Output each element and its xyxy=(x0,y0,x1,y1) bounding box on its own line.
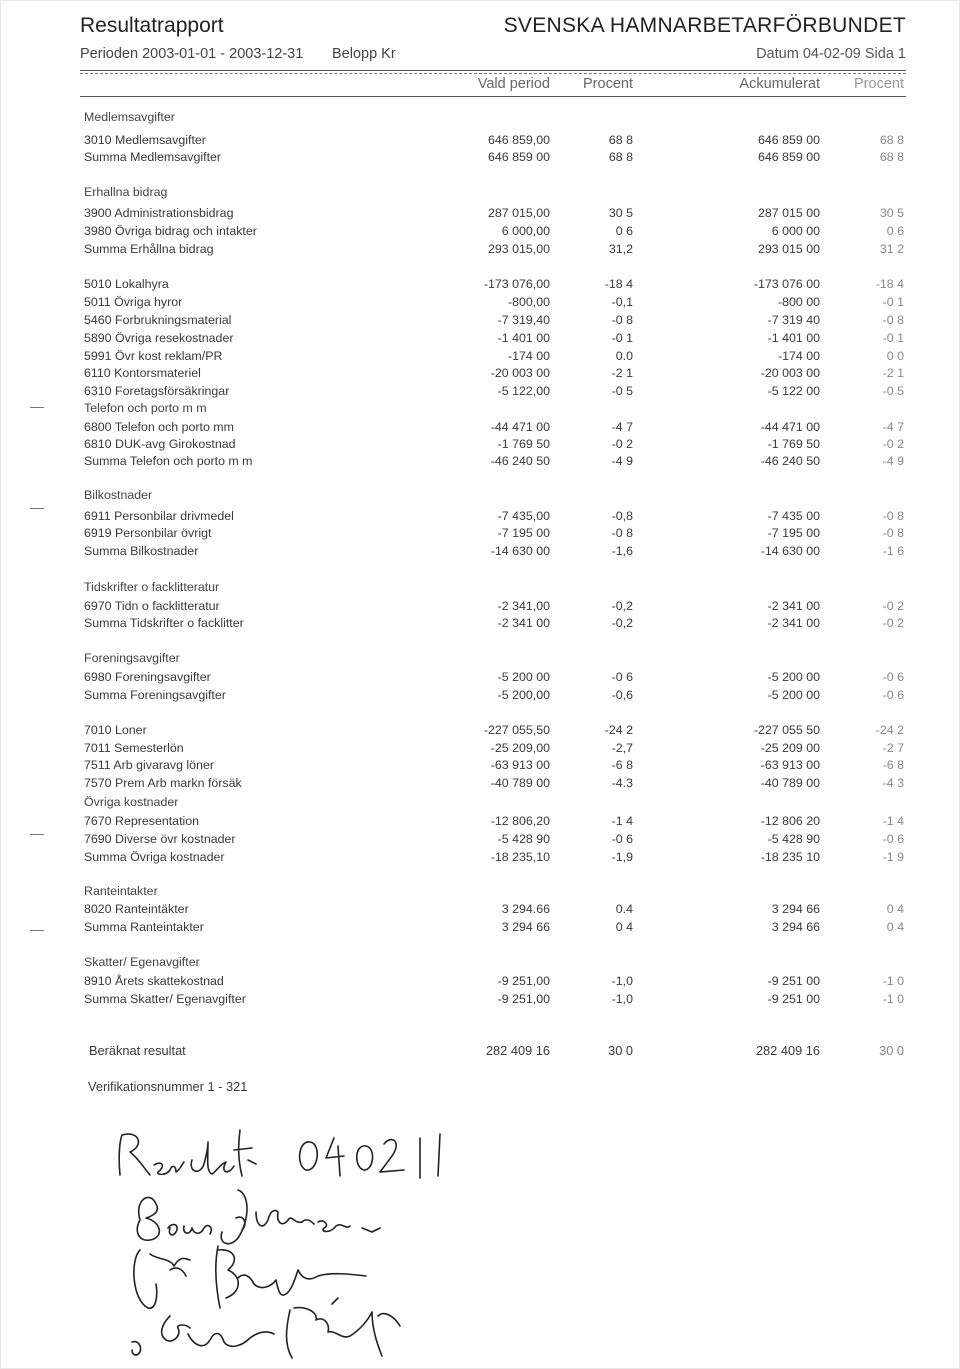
table-row: 5460 Forbrukningsmaterial -7 319,40 -0 8 -7 319 40 -0 8 xyxy=(84,313,904,327)
table-row: 3980 Övriga bidrag och intakter 6 000,00 0 6 6 000 00 0 6 xyxy=(84,224,904,238)
section-heading: Skatter/ Egenavgifter xyxy=(84,955,200,969)
table-row-total: Summa Bilkostnader -14 630 00 -1,6 -14 630 00 -1 6 xyxy=(84,544,904,558)
col-head-percent: Procent xyxy=(583,76,633,92)
table-row: 6810 DUK-avg Girokostnad -1 769 50 -0 2 -1 769 50 -0 2 xyxy=(84,437,904,451)
column-rule xyxy=(80,96,906,97)
table-row: 8020 Ranteintäkter 3 294.66 0.4 3 294 66 0 4 xyxy=(84,902,904,916)
table-row: 7011 Semesterlön -25 209,00 -2,7 -25 209 00 -2 7 xyxy=(84,741,904,755)
table-row: 7690 Diverse övr kostnader -5 428 90 -0 6 -5 428 90 -0 6 xyxy=(84,832,904,846)
organization-name: SVENSKA HAMNARBETARFÖRBUNDET xyxy=(503,14,906,37)
section-heading: Telefon och porto m m xyxy=(84,401,207,415)
currency-label: Belopp Kr xyxy=(332,46,396,62)
table-row-total: Summa Övriga kostnader -18 235,10 -1,9 -18 235 10 -1 9 xyxy=(84,850,904,864)
table-row: 6310 Foretagsförsäkringar -5 122,00 -0 5 -5 122 00 -0 5 xyxy=(84,384,904,398)
table-row-total: Summa Erhållna bidrag 293 015,00 31,2 293 015 00 31 2 xyxy=(84,242,904,256)
table-row: 5890 Övriga resekostnader -1 401 00 -0 1 -1 401 00 -0 1 xyxy=(84,331,904,345)
table-row: 6110 Kontorsmateriel -20 003 00 -2 1 -20 003 00 -2 1 xyxy=(84,366,904,380)
margin-mark xyxy=(30,508,44,509)
header-rule xyxy=(80,70,906,71)
section-heading: Övriga kostnader xyxy=(84,795,179,809)
table-row: 7570 Prem Arb markn försäk -40 789 00 -4.3 -40 789 00 -4 3 xyxy=(84,776,904,790)
table-row: 3900 Administrationsbidrag 287 015,00 30 5 287 015 00 30 5 xyxy=(84,206,904,220)
section-heading: Erhallna bidrag xyxy=(84,185,168,199)
result-row: Beräknat resultat 282 409 16 30 0 282 409 16 30 0 xyxy=(89,1043,904,1058)
margin-mark xyxy=(30,407,44,408)
date-and-page: Datum 04-02-09 Sida 1 xyxy=(756,46,906,62)
handwritten-signatures xyxy=(110,1120,470,1360)
margin-mark xyxy=(30,930,44,931)
table-row-total: Summa Medlemsavgifter 646 859 00 68 8 646 859 00 68 8 xyxy=(84,150,904,164)
table-row: 6919 Personbilar övrigt -7 195 00 -0 8 -7 195 00 -0 8 xyxy=(84,526,904,540)
section-heading: Foreningsavgifter xyxy=(84,651,180,665)
table-row: 5011 Övriga hyror -800,00 -0,1 -800 00 -0 1 xyxy=(84,295,904,309)
table-row: 3010 Medlemsavgifter 646 859,00 68 8 646 859 00 68 8 xyxy=(84,133,904,147)
col-head-percent-acc: Procent xyxy=(854,76,904,92)
table-row: 6970 Tidn o facklitteratur -2 341,00 -0,2 -2 341 00 -0 2 xyxy=(84,599,904,613)
report-title: Resultatrapport xyxy=(80,14,224,37)
header-rule-dotted xyxy=(80,73,906,74)
table-row-total: Summa Ranteintakter 3 294 66 0 4 3 294 66 0 4 xyxy=(84,920,904,934)
table-row-total: Summa Skatter/ Egenavgifter -9 251,00 -1,0 -9 251 00 -1 0 xyxy=(84,992,904,1006)
table-row: 7511 Arb givaravg löner -63 913 00 -6 8 -63 913 00 -6 8 xyxy=(84,758,904,772)
margin-mark xyxy=(30,834,44,835)
table-row: 7010 Loner -227 055,50 -24 2 -227 055 50 -24 2 xyxy=(84,723,904,737)
section-heading: Ranteintakter xyxy=(84,884,158,898)
section-heading: Medlemsavgifter xyxy=(84,110,175,124)
col-head-period: Vald period xyxy=(477,76,550,92)
table-row: 6911 Personbilar drivmedel -7 435,00 -0,8 -7 435 00 -0 8 xyxy=(84,509,904,523)
section-heading: Tidskrifter o facklitteratur xyxy=(84,580,220,594)
table-row-total: Summa Tidskrifter o facklitter -2 341 00 -0,2 -2 341 00 -0 2 xyxy=(84,616,904,630)
section-heading: Bilkostnader xyxy=(84,488,153,502)
col-head-accumulated: Ackumulerat xyxy=(739,76,820,92)
table-row: 6800 Telefon och porto mm -44 471 00 -4 7 -44 471 00 -4 7 xyxy=(84,420,904,434)
table-row-total: Summa Foreningsavgifter -5 200,00 -0,6 -5 200 00 -0 6 xyxy=(84,688,904,702)
table-row: 7670 Representation -12 806,20 -1 4 -12 806 20 -1 4 xyxy=(84,814,904,828)
table-row: 8910 Årets skattekostnad -9 251,00 -1,0 -9 251 00 -1 0 xyxy=(84,974,904,988)
report-period: Perioden 2003-01-01 - 2003-12-31 xyxy=(80,46,304,62)
signature-drawing xyxy=(110,1120,470,1360)
table-row-total: Summa Telefon och porto m m -46 240 50 -4 9 -46 240 50 -4 9 xyxy=(84,454,904,468)
verification-number: Verifikationsnummer 1 - 321 xyxy=(88,1079,248,1094)
table-row: 5991 Övr kost reklam/PR -174 00 0.0 -174 00 0 0 xyxy=(84,349,904,363)
table-row: 6980 Foreningsavgifter -5 200 00 -0 6 -5 200 00 -0 6 xyxy=(84,670,904,684)
table-row: 5010 Lokalhyra -173 076,00 -18 4 -173 076 00 -18 4 xyxy=(84,277,904,291)
